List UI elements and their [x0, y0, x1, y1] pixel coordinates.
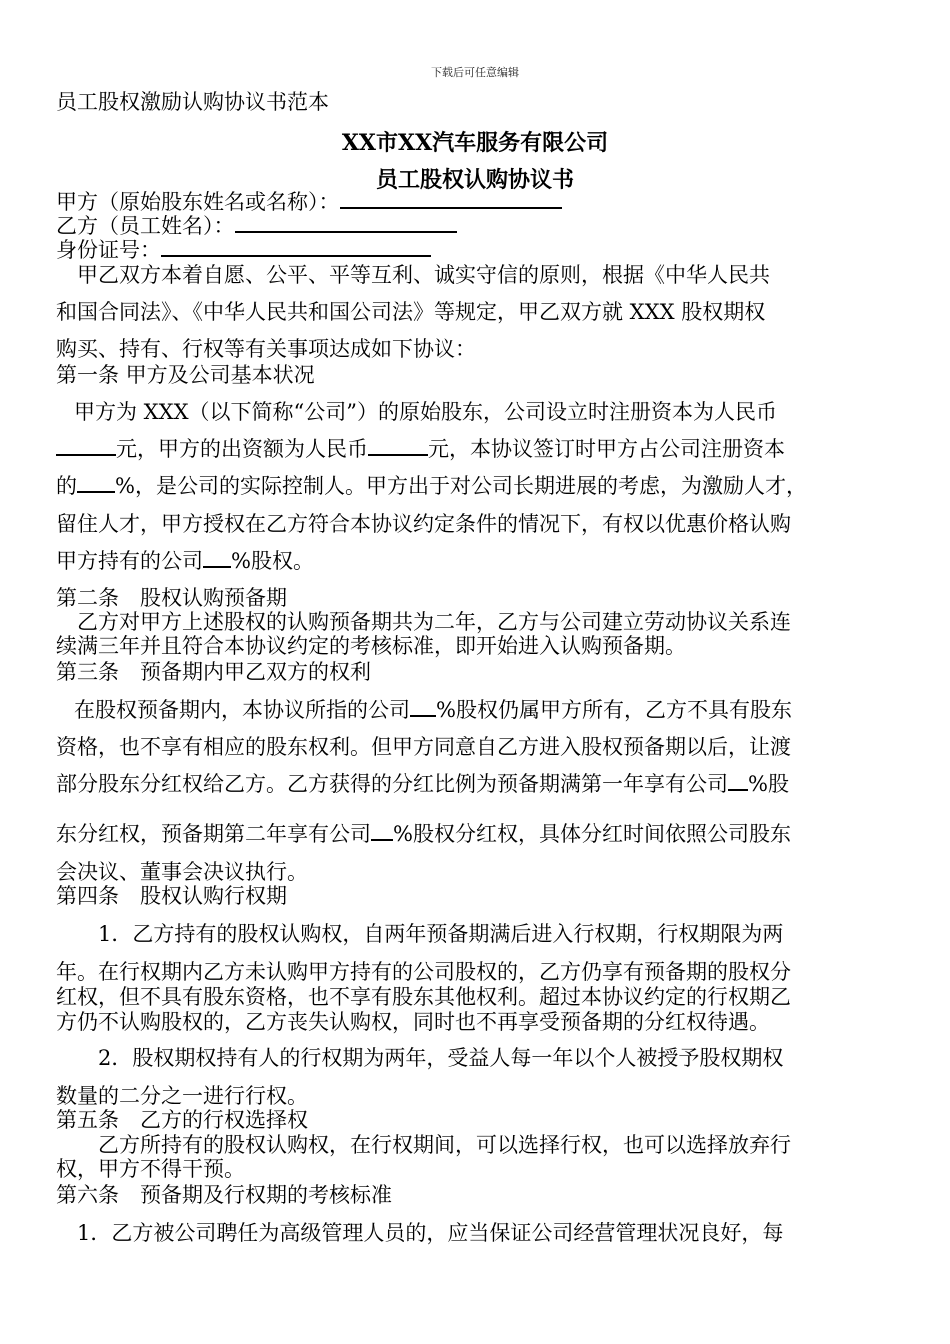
- article-2-title: 第二条 股权认购预备期: [56, 586, 287, 610]
- equity-percent-blank[interactable]: [203, 550, 231, 568]
- equity-percent-blank[interactable]: [410, 699, 436, 717]
- article-6-title: 第六条 预备期及行权期的考核标准: [56, 1183, 392, 1207]
- party-a-label: 甲方（原始股东姓名或名称）：: [56, 190, 340, 214]
- share-percent-blank[interactable]: [77, 475, 115, 493]
- article-3-text: %股权分红权，具体分红时间依照公司股东: [393, 822, 791, 846]
- article-3-text: 东分红权，预备期第二年享有公司: [56, 822, 371, 846]
- company-title: XX市XX汽车服务有限公司: [341, 130, 609, 156]
- party-a-blank[interactable]: [340, 191, 562, 209]
- article-1-text: %，是公司的实际控制人。甲方出于对公司长期进展的考虑，为激励人才，: [115, 474, 807, 498]
- party-b-line: [56, 214, 457, 238]
- article-4-line: 数量的二分之一进行行权。: [56, 1084, 308, 1108]
- article-1-text: 的: [56, 474, 77, 498]
- article-3-title: 第三条 预备期内甲乙双方的权利: [56, 660, 371, 684]
- id-number-label: 身份证号：: [56, 238, 161, 262]
- article-3-text: 在股权预备期内，本协议所指的公司: [74, 698, 410, 722]
- article-3-line: 会决议、董事会决议执行。: [56, 860, 308, 884]
- article-1-text: 元，本协议签订时甲方占公司注册资本: [428, 437, 785, 461]
- article-4-line: 年。在行权期内乙方未认购甲方持有的公司股权的，乙方仍享有预备期的股权分: [56, 960, 791, 984]
- party-a-line: [56, 190, 562, 214]
- capital-blank[interactable]: [56, 438, 116, 456]
- article-5-title: 第五条 乙方的行权选择权: [56, 1108, 308, 1132]
- article-1-title: 第一条 甲方及公司基本状况: [56, 363, 315, 387]
- preamble-line: 购买、持有、行权等有关事项达成如下协议：: [56, 337, 476, 361]
- preamble-line: 和国合同法》、《中华人民共和国公司法》等规定，甲乙双方就 XXX 股权期权: [56, 300, 766, 324]
- article-4-title: 第四条 股权认购行权期: [56, 884, 287, 908]
- article-5-line: 权，甲方不得干预。: [56, 1157, 245, 1181]
- article-3-line: [74, 698, 792, 722]
- article-2-line: 续满三年并且符合本协议约定的考核标准，即开始进入认购预备期。: [56, 634, 686, 658]
- article-1-line: [56, 437, 785, 461]
- article-1-text: 元，甲方的出资额为人民币: [116, 437, 368, 461]
- article-5-line: 乙方所持有的股权认购权，在行权期间，可以选择行权，也可以选择放弃行: [56, 1133, 791, 1157]
- party-b-blank[interactable]: [235, 215, 457, 233]
- document-label: 员工股权激励认购协议书范本: [56, 90, 329, 114]
- article-4-line: 方仍不认购股权的，乙方丧失认购权，同时也不再享受预备期的分红权待遇。: [56, 1010, 770, 1034]
- article-1-line: 甲方为 XXX（以下简称“公司”）的原始股东，公司设立时注册资本为人民币: [74, 400, 777, 424]
- agreement-title: 员工股权认购协议书: [375, 167, 574, 193]
- article-1-text: 甲方持有的公司: [56, 549, 203, 573]
- party-b-label: 乙方（员工姓名）：: [56, 214, 235, 238]
- article-4-line: 1．乙方持有的股权认购权，自两年预备期满后进入行权期，行权期限为两: [56, 922, 784, 946]
- id-number-line: [56, 238, 431, 262]
- article-3-text: 部分股东分红权给乙方。乙方获得的分红比例为预备期满第一年享有公司: [56, 772, 728, 796]
- article-1-line: [56, 474, 807, 498]
- article-2-line: 乙方对甲方上述股权的认购预备期共为二年，乙方与公司建立劳动协议关系连: [56, 610, 791, 634]
- article-3-text: %股权仍属甲方所有，乙方不具有股东: [436, 698, 792, 722]
- first-year-percent-blank[interactable]: [728, 773, 748, 791]
- article-3-text: %股: [748, 772, 789, 796]
- article-3-line: [56, 772, 789, 796]
- article-1-line: 留住人才，甲方授权在乙方符合本协议约定条件的情况下，有权以优惠价格认购: [56, 512, 791, 536]
- second-year-percent-blank[interactable]: [371, 823, 393, 841]
- article-4-line: 红权，但不具有股东资格，也不享有股东其他权利。超过本协议约定的行权期乙: [56, 985, 791, 1009]
- header-note: 下载后可任意编辑: [431, 66, 519, 79]
- id-number-blank[interactable]: [161, 239, 431, 257]
- article-3-line: 资格，也不享有相应的股东权利。但甲方同意自乙方进入股权预备期以后，让渡: [56, 735, 791, 759]
- article-1-text: %股权。: [231, 549, 314, 573]
- article-6-line: 1．乙方被公司聘任为高级管理人员的，应当保证公司经营管理状况良好，每: [56, 1221, 784, 1245]
- article-1-line: [56, 549, 314, 573]
- article-3-line: [56, 822, 791, 846]
- article-4-line: 2．股权期权持有人的行权期为两年，受益人每一年以个人被授予股权期权: [56, 1046, 784, 1070]
- contribution-blank[interactable]: [368, 438, 428, 456]
- preamble-line: 甲乙双方本着自愿、公平、平等互利、诚实守信的原则，根据《中华人民共: [56, 263, 770, 287]
